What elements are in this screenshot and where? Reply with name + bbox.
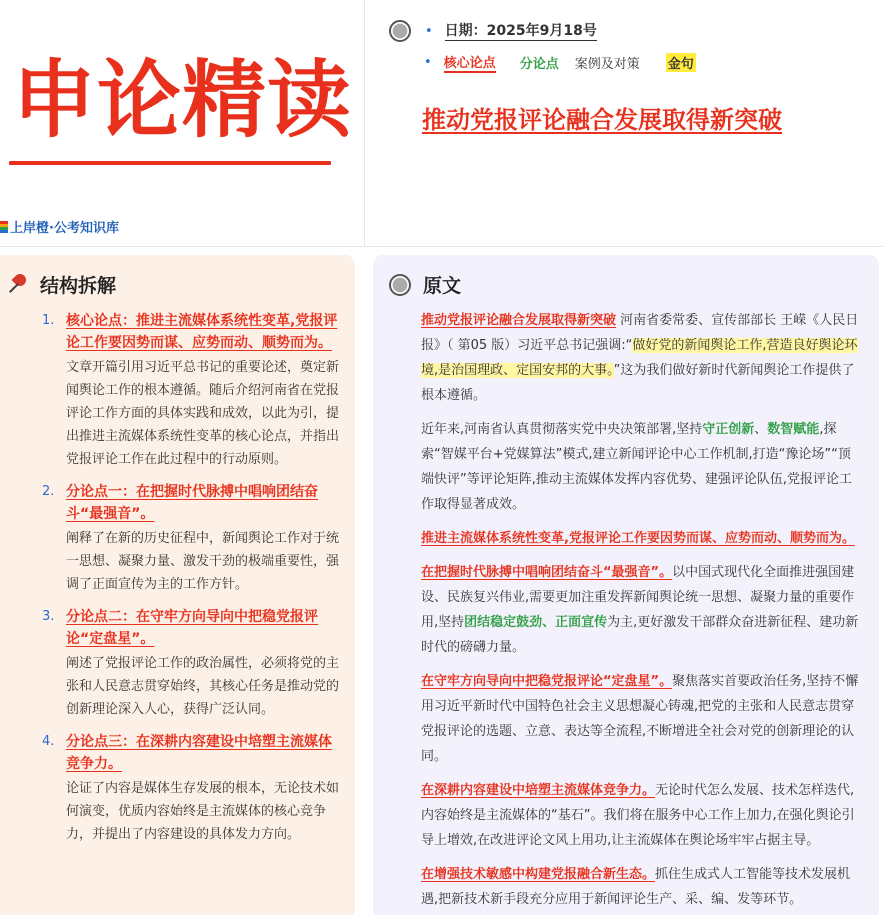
- header-horizontal-divider: [0, 246, 883, 247]
- list-number: 4.: [42, 734, 55, 749]
- point-title: 分论点二：在守牢方向导向中把稳党报评论“定盘星”。: [66, 609, 318, 647]
- header-vertical-divider: [364, 0, 365, 246]
- paragraph-text: ,探索“智媒平台+党媒算法”模式,建立新闻评论中心工作机制,打造“豫论场”“顶端快评”等评论矩阵,推动主流媒体发挥内容优势、建强评论队伍,党报评论工作取得显著成效。: [421, 422, 852, 512]
- list-item-body: [66, 606, 339, 721]
- structure-header: [6, 271, 339, 298]
- original-header: [389, 271, 863, 298]
- source-text: 上岸橙·公考知识库: [10, 221, 119, 236]
- keyword-highlight: 团结稳定鼓劲、正面宣传: [464, 615, 608, 630]
- original-panel: [373, 255, 879, 915]
- article-title: 推动党报评论融合发展取得新突破: [422, 106, 782, 134]
- list-number: 3.: [42, 609, 55, 624]
- point-title: 分论点三：在深耕内容建设中培塑主流媒体竞争力。: [66, 734, 332, 772]
- paragraph-intro: [421, 308, 863, 408]
- bullet-icon: •: [424, 55, 432, 70]
- list-item-body: [66, 481, 339, 596]
- structure-title: 结构拆解: [40, 275, 117, 297]
- list-item: [42, 310, 339, 471]
- golden-sentence-highlight: 做好党的新闻舆论工作,营造良好舆论环境,是治国理政、定国安邦的大事。: [421, 338, 858, 378]
- list-item: [42, 606, 339, 721]
- keyword-highlight: 守正创新: [702, 422, 755, 437]
- list-number: 2.: [42, 484, 55, 499]
- paragraph-text: 河南省委常委、宣传部部长 王嵘《人民日报》（ 第05 版）习近平总书记强调:“: [421, 313, 859, 353]
- structure-panel: [0, 255, 355, 915]
- paragraph-text: 抓住生成式人工智能等技术发展机遇,把新技术新手段充分应用于新闻评论生产、采、编、发等环节。: [421, 867, 851, 907]
- radio-circle-icon: [389, 274, 411, 296]
- paragraph-text: 近年来,河南省认真贯彻落实党中央决策部署,坚持: [421, 422, 703, 437]
- source-label: [0, 217, 119, 236]
- paragraph-core-argument: [421, 526, 863, 551]
- list-number: 1.: [42, 313, 55, 328]
- paragraph-text: 以中国式现代化全面推进强国建设、民族复兴伟业,需要更加注重发挥新闻舆论统一思想、凝聚力量的重要作用,坚持: [421, 565, 855, 630]
- list-item: [42, 481, 339, 596]
- bullet-icon: •: [425, 23, 433, 39]
- brand-underline: [9, 161, 331, 165]
- sub-argument-heading: 在增强技术敏感中构建党报融合新生态。: [421, 867, 656, 882]
- paragraph-sub-argument-1: [421, 560, 863, 660]
- paragraph-text: ”这为我们做好新时代新闻舆论工作提供了根本遵循。: [421, 363, 855, 403]
- paragraph-sub-argument-2: [421, 669, 863, 769]
- point-description: 文章开篇引用习近平总书记的重要论述，奠定新闻舆论工作的根本遵循。随后介绍河南省在党报评论工作方面的具体实践和成效，以此为引，提出推进主流媒体系统性变革的核心论点，并指出党报评论工作在此过程中的行动原则。: [66, 360, 340, 467]
- point-description: 阐释了在新的历史征程中，新闻舆论工作对于统一思想、凝聚力量、激发干劲的极端重要性，强调了正面宣传为主的工作方针。: [66, 531, 340, 592]
- point-description: 论证了内容是媒体生存发展的根本，无论技术如何演变，优质内容始终是主流媒体的核心竞争力，并提出了内容建设的具体发力方向。: [66, 781, 340, 842]
- radio-circle-icon: [389, 20, 411, 42]
- list-item-body: [66, 310, 339, 471]
- legend-core-argument: 核心论点: [444, 52, 496, 73]
- paragraph-sub-argument-4: [421, 862, 863, 912]
- structure-list: [42, 310, 339, 846]
- paragraph-text: 聚焦落实首要政治任务,坚持不懈用习近平新时代中国特色社会主义思想凝心铸魂,把党的主张和人民意志贯穿党报评论的选题、立意、表达等全流程,不断增进全社会对党的创新理论的认同。: [421, 674, 859, 764]
- paragraph-case: [421, 417, 863, 517]
- paragraph-text: 、: [754, 422, 768, 437]
- core-argument-text: 推进主流媒体系统性变革,党报评论工作要因势而谋、应势而动、顺势而为。: [421, 531, 855, 546]
- original-title: 原文: [423, 275, 462, 297]
- rainbow-flag-icon: [0, 221, 8, 233]
- pushpin-icon: [6, 273, 30, 297]
- legend-sub-argument: 分论点: [519, 57, 559, 72]
- legend-row: [424, 52, 696, 73]
- date-row: [389, 20, 597, 42]
- list-item-body: [66, 731, 339, 846]
- sub-argument-heading: 在守牢方向导向中把稳党报评论“定盘星”。: [421, 674, 673, 689]
- paragraph-sub-argument-3: [421, 778, 863, 853]
- inline-article-title: 推动党报评论融合发展取得新突破: [421, 313, 617, 328]
- paragraph-text: 为主,更好激发干部群众奋进新征程、建功新时代的磅礴力量。: [421, 615, 859, 655]
- sub-argument-heading: 在深耕内容建设中培塑主流媒体竞争力。: [421, 783, 656, 798]
- brand-title: 申论精读: [12, 51, 353, 149]
- point-title: 核心论点：推进主流媒体系统性变革,党报评论工作要因势而谋、应势而动、顺势而为。: [66, 313, 338, 351]
- legend-golden-sentence: 金句: [666, 53, 696, 72]
- keyword-highlight: 数智赋能: [767, 422, 820, 437]
- list-item: [42, 731, 339, 846]
- date-text: 日期：2025年9月18号: [444, 22, 597, 39]
- legend-case: 案例及对策: [574, 57, 640, 72]
- paragraph-text: 无论时代怎么发展、技术怎样迭代,内容始终是主流媒体的“基石”。我们将在服务中心工作上加力,在强化舆论引导上增效,在改进评论文风上用功,让主流媒体在舆论场牢牢占据主导。: [421, 783, 855, 848]
- sub-argument-heading: 在把握时代脉搏中唱响团结奋斗“最强音”。: [421, 565, 673, 580]
- point-title: 分论点一：在把握时代脉搏中唱响团结奋斗“最强音”。: [66, 484, 318, 522]
- point-description: 阐述了党报评论工作的政治属性，必须将党的主张和人民意志贯穿始终，其核心任务是推动党的创新理论深入人心，获得广泛认同。: [66, 656, 340, 717]
